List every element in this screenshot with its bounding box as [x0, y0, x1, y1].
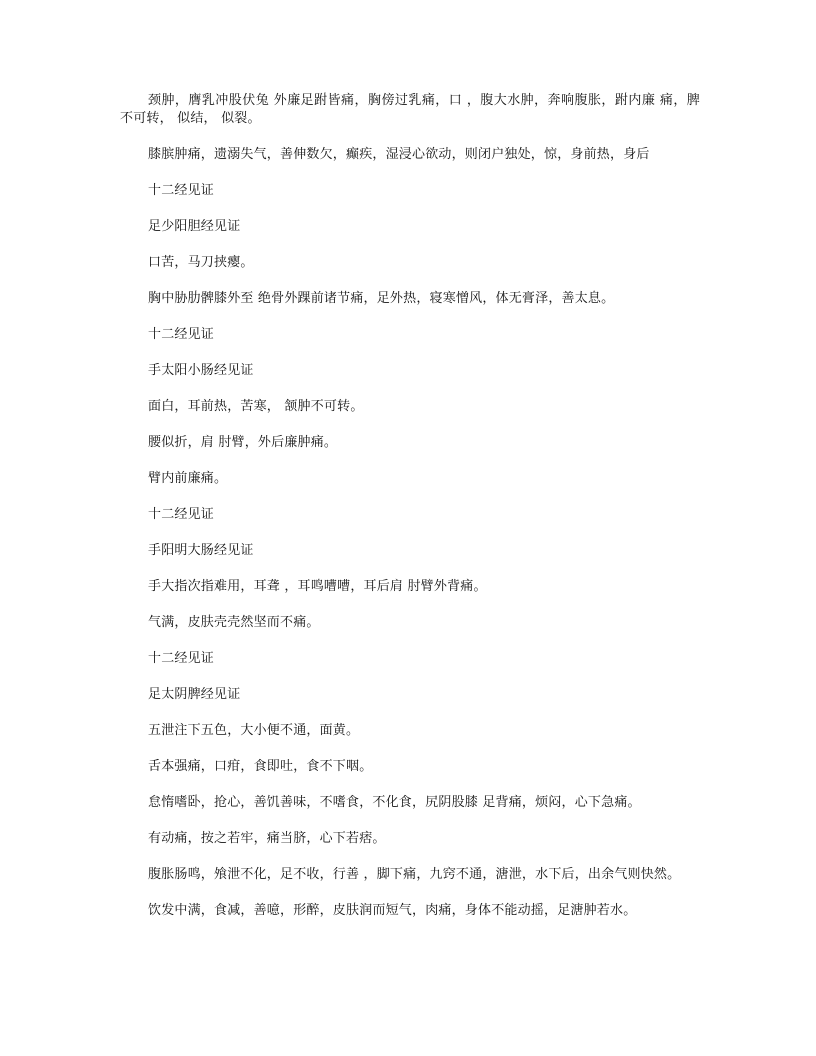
paragraph: 腰似折，肩 肘臂，外后廉肿痛。 [148, 435, 338, 450]
section-heading: 十二经见证 [148, 507, 215, 522]
section-heading: 十二经见证 [148, 327, 215, 342]
paragraph: 手大指次指难用，耳聋 ，耳鸣嘈嘈，耳后肩 肘臂外背痛。 [148, 579, 487, 594]
paragraph: 口苦，马刀挟瘿。 [148, 255, 254, 270]
paragraph: 颈肿，膺乳冲股伏兔 外廉足跗皆痛，胸傍过乳痛，口 ，腹大水肿，奔响腹胀，跗内廉 痛，脾不可转， 似结， 似裂。 [120, 93, 700, 126]
section-heading: 十二经见证 [148, 651, 215, 666]
paragraph: 气满，皮肤壳壳然坚而不痛。 [148, 615, 320, 630]
paragraph: 有动痛，按之若牢，痛当脐，心下若痞。 [148, 831, 386, 846]
paragraph: 饮发中满，食减，善噫，形醉，皮肤润而短气，肉痛，身体不能动摇，足溏肿若水。 [148, 903, 637, 918]
paragraph: 面白，耳前热，苦寒， 颔肿不可转。 [148, 399, 364, 414]
paragraph: 胸中胁肋髀膝外至 绝骨外踝前诸节痛，足外热，寝寒憎风，体无膏泽，善太息。 [148, 291, 615, 306]
subsection-heading: 足少阳胆经见证 [148, 219, 241, 234]
paragraph: 臂内前廉痛。 [148, 471, 228, 486]
paragraph: 舌本强痛，口疳，食即吐，食不下咽。 [148, 759, 373, 774]
document-body [120, 92, 700, 938]
section-heading: 十二经见证 [148, 183, 215, 198]
subsection-heading: 手阳明大肠经见证 [148, 543, 254, 558]
paragraph: 怠惰嗜卧，抢心，善饥善味，不嗜食，不化食，尻阴股膝 足背痛，烦闷，心下急痛。 [148, 795, 641, 810]
paragraph: 膝膑肿痛，遗溺失气，善伸数欠，癫疾，湿浸心欲动，则闭户独处，惊，身前热，身后 [148, 147, 650, 162]
paragraph: 五泄注下五色，大小便不通，面黄。 [148, 723, 360, 738]
paragraph: 腹胀肠鸣，飧泄不化，足不收，行善 ，脚下痛，九窍不通，溏泄，水下后，出余气则快然。 [148, 867, 681, 882]
subsection-heading: 足太阴脾经见证 [148, 687, 241, 702]
subsection-heading: 手太阳小肠经见证 [148, 363, 254, 378]
